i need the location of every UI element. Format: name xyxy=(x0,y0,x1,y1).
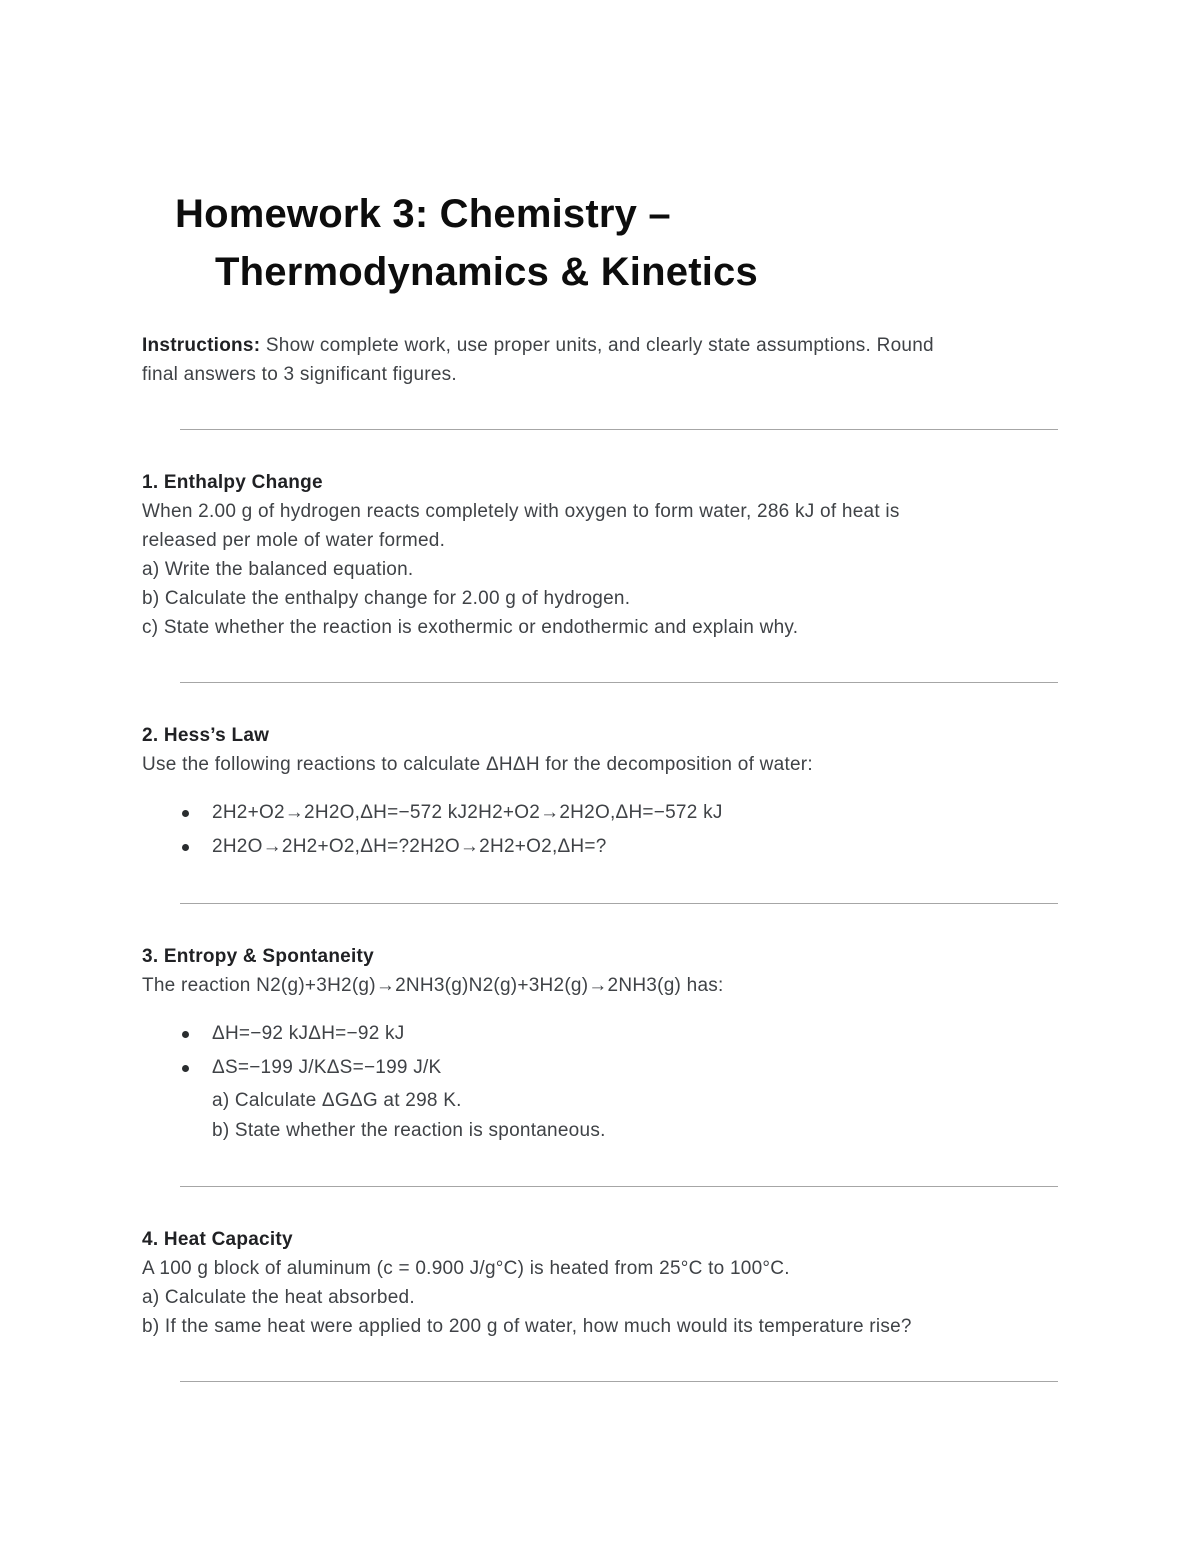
section-hess-law xyxy=(142,721,1058,863)
text-line: The reaction N2(g)+3H2(g)→2NH3(g)N2(g)+3H2(g)→2NH3(g) has: xyxy=(142,975,724,996)
bullet-list xyxy=(142,1018,1058,1084)
section-divider xyxy=(180,903,1058,904)
section-heat-capacity xyxy=(142,1225,1058,1341)
text-line: c) State whether the reaction is exothermic or endothermic and explain why. xyxy=(142,617,799,638)
text-line: a) Calculate the heat absorbed. xyxy=(142,1287,415,1308)
sub-item: b) State whether the reaction is spontaneous. xyxy=(212,1120,606,1141)
text-line: a) Write the balanced equation. xyxy=(142,559,414,580)
bullet-text: 2H2+O2→2H2O,ΔH=−572 kJ2H2+O2→2H2O,ΔH=−572 kJ xyxy=(212,802,723,823)
text-line: b) If the same heat were applied to 200 g of water, how much would its temperature rise? xyxy=(142,1316,912,1337)
list-item xyxy=(182,1052,1058,1084)
sub-item: a) Calculate ΔGΔG at 298 K. xyxy=(212,1090,462,1111)
text-line: b) Calculate the enthalpy change for 2.00 g of hydrogen. xyxy=(142,588,631,609)
bullet-text: 2H2O→2H2+O2,ΔH=?2H2O→2H2+O2,ΔH=? xyxy=(212,836,607,857)
bullet-text: ΔH=−92 kJΔH=−92 kJ xyxy=(212,1023,405,1044)
list-item xyxy=(182,831,1058,863)
doc-title xyxy=(142,185,1058,301)
doc-title-line2: Thermodynamics & Kinetics xyxy=(215,250,758,294)
section-heading: 4. Heat Capacity xyxy=(142,1229,293,1250)
bullet-text: ΔS=−199 J/KΔS=−199 J/K xyxy=(212,1057,442,1078)
bullet-icon xyxy=(182,1065,189,1072)
section-divider xyxy=(180,429,1058,430)
bullet-icon xyxy=(182,810,189,817)
bullet-list xyxy=(142,797,1058,863)
section-heading: 3. Entropy & Spontaneity xyxy=(142,946,374,967)
instructions-line-1 xyxy=(142,331,1058,360)
section-divider xyxy=(180,682,1058,683)
instructions-line-2: final answers to 3 significant figures. xyxy=(142,364,457,385)
text-line: A 100 g block of aluminum (c = 0.900 J/g°C) is heated from 25°C to 100°C. xyxy=(142,1258,790,1279)
list-item xyxy=(182,797,1058,829)
section-divider xyxy=(180,1381,1058,1382)
list-item xyxy=(182,1018,1058,1050)
bullet-icon xyxy=(182,1031,189,1038)
section-divider xyxy=(180,1186,1058,1187)
section-enthalpy-change xyxy=(142,468,1058,642)
text-line: Use the following reactions to calculate ΔHΔH for the decomposition of water: xyxy=(142,754,813,775)
text-line: When 2.00 g of hydrogen reacts completely with oxygen to form water, 286 kJ of heat is xyxy=(142,501,900,522)
section-heading: 1. Enthalpy Change xyxy=(142,472,323,493)
section-heading: 2. Hess’s Law xyxy=(142,725,270,746)
section-entropy-spontaneity xyxy=(142,942,1058,1146)
bullet-icon xyxy=(182,844,189,851)
doc-title-line1: Homework 3: Chemistry – xyxy=(175,192,671,236)
instructions-text: Show complete work, use proper units, and clearly state assumptions. Round xyxy=(265,335,934,356)
instructions-label: Instructions: xyxy=(142,335,261,356)
text-line: released per mole of water formed. xyxy=(142,530,446,551)
